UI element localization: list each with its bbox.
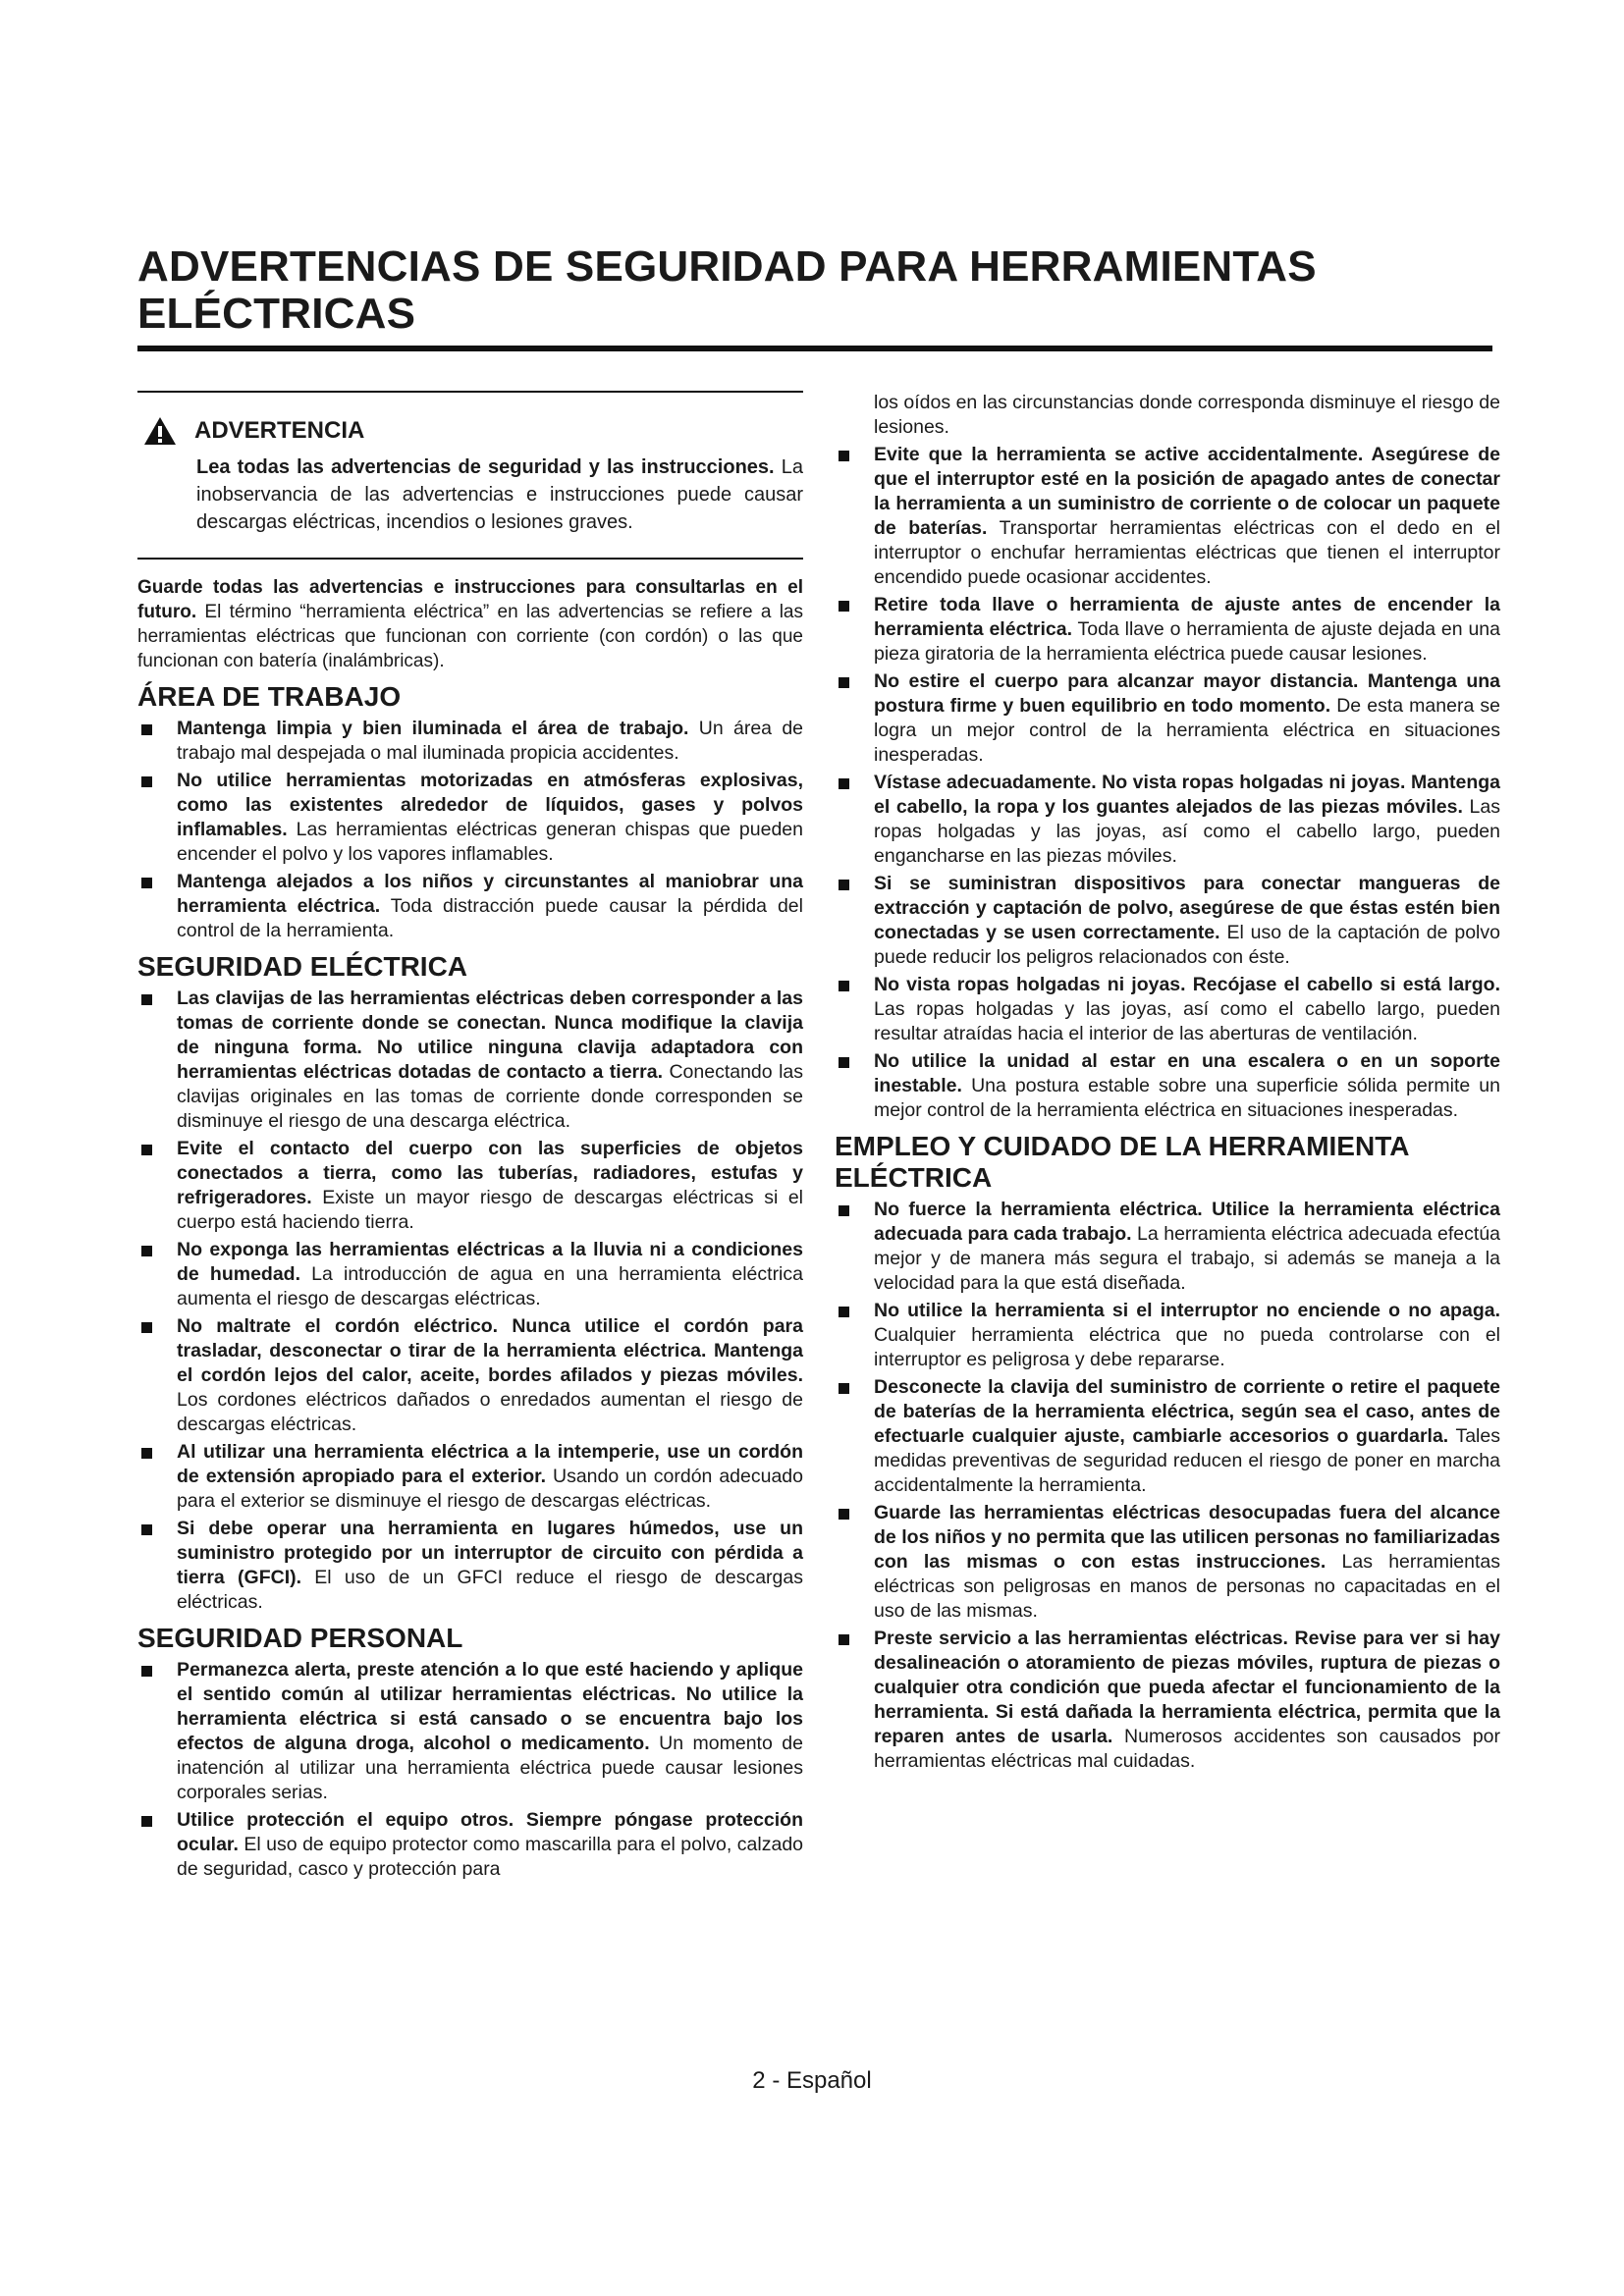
warning-text: Lea todas las advertencias de seguridad y las instrucciones. La inobservancia de las advertencias e instrucciones puede causar descargas eléctricas, incendios o lesiones graves. — [196, 456, 803, 533]
section-heading-seguridad-personal: SEGURIDAD PERSONAL — [137, 1623, 463, 1653]
warning-heading: ADVERTENCIA — [194, 417, 365, 444]
list-item: No maltrate el cordón eléctrico. Nunca utilice el cordón para trasladar, desconectar o tirar de la herramienta eléctrica. Mantenga el cordón lejos del calor, aceite, bordes afilados y piezas móviles. Los cordones eléctricos dañados o enredados aumentan el riesgo de descargas eléctricas. — [137, 1314, 803, 1437]
list-item: Desconecte la clavija del suministro de corriente o retire el paquete de baterías de la herramienta eléctrica, según sea el caso, antes de efectuarle cualquier ajuste, cambiarle accesorios o guardarla. Tales medidas preventivas de seguridad reducen el riesgo de poner en marcha accidentalmente la herramienta. — [835, 1375, 1500, 1498]
list-item: No estire el cuerpo para alcanzar mayor distancia. Mantenga una postura firme y buen equilibrio en todo momento. De esta manera se logra un mejor control de la herramienta eléctrica en situaciones inesperadas. — [835, 669, 1500, 768]
list-item: Utilice protección el equipo otros. Siempre póngase protección ocular. El uso de equipo protector como mascarilla para el polvo, calzado de seguridad, casco y protección para — [137, 1808, 803, 1882]
section-heading-empleo-cuidado: EMPLEO Y CUIDADO DE LA HERRAMIENTA ELÉCTRICA — [835, 1131, 1409, 1193]
warning-header — [143, 416, 803, 446]
list-item: Evite que la herramienta se active accidentalmente. Asegúrese de que el interruptor esté en la posición de apagado antes de conectar la herramienta a un suministro de corriente o de colocar un paquete de baterías. Transportar herramientas eléctricas con el dedo en el interruptor o enchufar herramientas eléctricas que tienen el interruptor encendido puede ocasionar accidentes. — [835, 443, 1500, 590]
intro-paragraph: Guarde todas las advertencias e instrucciones para consultarlas en el futuro. El término “herramienta eléctrica” en las advertencias se refiere a las herramientas eléctricas que funcionan con corriente (con cordón) o las que funcionan con batería (inalámbricas). — [137, 577, 803, 671]
list-item: Si se suministran dispositivos para conectar mangueras de extracción y captación de polvo, asegúrese de que éstas estén bien conectadas y se usen correctamente. El uso de la captación de polvo puede reducir los peligros relacionados con éste. — [835, 872, 1500, 970]
list-item: Mantenga limpia y bien iluminada el área de trabajo. Un área de trabajo mal despejada o mal iluminada propicia accidentes. — [137, 717, 803, 766]
warning-triangle-icon — [143, 416, 177, 446]
page-title: ADVERTENCIAS DE SEGURIDAD PARA HERRAMIENTAS ELÉCTRICAS — [137, 242, 1317, 338]
list-item: No utilice la unidad al estar en una escalera o en un soporte inestable. Una postura estable sobre una superficie sólida permite un mejor control de la herramienta eléctrica en situaciones inesperadas. — [835, 1049, 1500, 1123]
list-empleo-cuidado — [835, 1198, 1500, 1774]
page-number: 2 - Español — [752, 2067, 872, 2094]
list-item: No fuerce la herramienta eléctrica. Utilice la herramienta eléctrica adecuada para cada trabajo. La herramienta eléctrica adecuada efectúa mejor y de manera más segura el trabajo, si además se maneja a la velocidad para la que está diseñada. — [835, 1198, 1500, 1296]
list-seguridad-electrica — [137, 987, 803, 1615]
list-item: Preste servicio a las herramientas eléctricas. Revise para ver si hay desalineación o atoramiento de piezas móviles, ruptura de piezas o cualquier otra condición que pueda afectar el funcionamiento de la herramienta. Si está dañada la herramienta eléctrica, permita que la reparen antes de usarla. Numerosos accidentes son causados por herramientas eléctricas mal cuidadas. — [835, 1627, 1500, 1774]
list-item: Retire toda llave o herramienta de ajuste antes de encender la herramienta eléctrica. Toda llave o herramienta de ajuste dejada en una pieza giratoria de la herramienta eléctrica puede causar lesiones. — [835, 593, 1500, 667]
right-column — [835, 391, 1500, 1777]
section-heading-area-trabajo: ÁREA DE TRABAJO — [137, 681, 402, 712]
list-item: No utilice la herramienta si el interruptor no enciende o no apaga. Cualquier herramienta eléctrica que no pueda controlarse con el interruptor es peligrosa y debe repararse. — [835, 1299, 1500, 1372]
warning-box — [137, 391, 803, 560]
title-rule — [137, 346, 1492, 351]
list-item: Las clavijas de las herramientas eléctricas deben corresponder a las tomas de corriente donde se conectan. Nunca modifique la clavija de ninguna forma. No utilice ninguna clavija adaptadora con herramientas eléctricas dotadas de contacto a tierra. Conectando las clavijas originales en las tomas de corriente donde corresponden se disminuye el riesgo de una descarga eléctrica. — [137, 987, 803, 1134]
list-item: Al utilizar una herramienta eléctrica a la intemperie, use un cordón de extensión apropiado para el exterior. Usando un cordón adecuado para el exterior se disminuye el riesgo de descargas eléctricas. — [137, 1440, 803, 1514]
list-item: No exponga las herramientas eléctricas a la lluvia ni a condiciones de humedad. La introducción de agua en una herramienta eléctrica aumenta el riesgo de descargas eléctricas. — [137, 1238, 803, 1311]
list-item: Si debe operar una herramienta en lugares húmedos, use un suministro protegido por un interruptor de circuito con pérdida a tierra (GFCI). El uso de un GFCI reduce el riesgo de descargas eléctricas. — [137, 1517, 803, 1615]
list-item: No vista ropas holgadas ni joyas. Recójase el cabello si está largo. Las ropas holgadas y las joyas, así como el cabello largo, pueden resultar atraídas hacia el interior de las aberturas de ventilación. — [835, 973, 1500, 1046]
list-area-trabajo — [137, 717, 803, 943]
list-item: Guarde las herramientas eléctricas desocupadas fuera del alcance de los niños y no permita que las utilicen personas no familiarizadas con las mismas o con estas instrucciones. Las herramientas eléctricas son peligrosas en manos de personas no capacitadas en el uso de las mismas. — [835, 1501, 1500, 1624]
list-seguridad-personal-continued — [835, 443, 1500, 1123]
list-item: Mantenga alejados a los niños y circunstantes al maniobrar una herramienta eléctrica. Toda distracción puede causar la pérdida del control de la herramienta. — [137, 870, 803, 943]
section-heading-seguridad-electrica: SEGURIDAD ELÉCTRICA — [137, 951, 468, 982]
list-item: Permanezca alerta, preste atención a lo que esté haciendo y aplique el sentido común al utilizar herramientas eléctricas. No utilice la herramienta eléctrica si está cansado o se encuentra bajo los efectos de alguna droga, alcohol o medicamento. Un momento de inatención al utilizar una herramienta eléctrica puede causar lesiones corporales serias. — [137, 1658, 803, 1805]
list-seguridad-personal — [137, 1658, 803, 1882]
list-item: No utilice herramientas motorizadas en atmósferas explosivas, como las existentes alrededor de líquidos, gases y polvos inflamables. Las herramientas eléctricas generan chispas que pueden encender el polvo y los vapores inflamables. — [137, 769, 803, 867]
list-item: Vístase adecuadamente. No vista ropas holgadas ni joyas. Mantenga el cabello, la ropa y los guantes alejados de las piezas móviles. Las ropas holgadas y las joyas, así como el cabello largo, pueden engancharse en las piezas móviles. — [835, 771, 1500, 869]
left-column — [137, 391, 803, 1885]
list-item: Evite el contacto del cuerpo con las superficies de objetos conectados a tierra, como las tuberías, radiadores, estufas y refrigeradores. Existe un mayor riesgo de descargas eléctricas si el cuerpo está haciendo tierra. — [137, 1137, 803, 1235]
continuation-text: los oídos en las circunstancias donde corresponda disminuye el riesgo de lesiones. — [874, 392, 1500, 438]
